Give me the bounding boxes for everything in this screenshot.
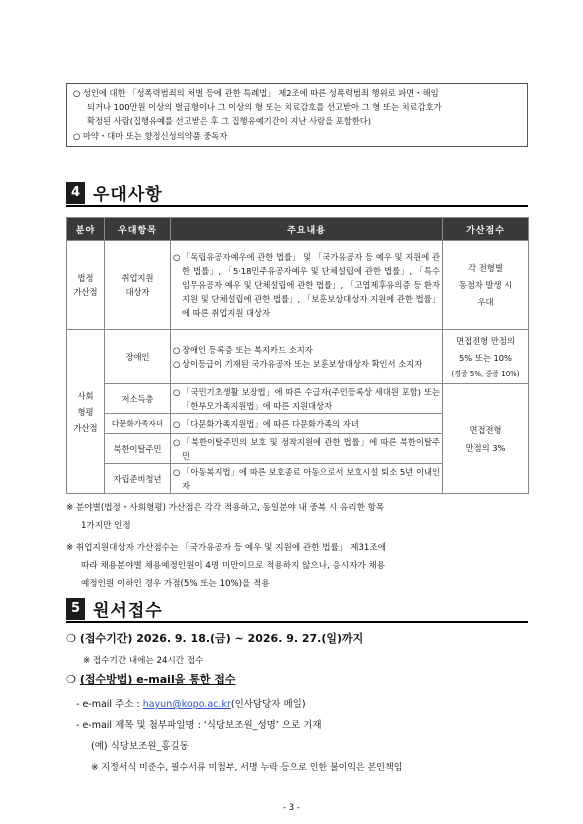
content-cell [171,434,443,464]
content-cell [171,330,443,384]
circle-bullet: ❍ [66,673,76,686]
section-divider [66,621,528,623]
disqualification-box [66,83,528,147]
content-cell [171,241,443,330]
application-period [66,630,363,646]
bullet: ○ [173,344,181,355]
item-cell: 취업지원 대상자 [105,241,171,330]
responsibility-warning: ※ 지정서식 미준수, 필수서류 미첨부, 서명 누락 등으로 인한 불이익은 본인책임 [91,763,403,773]
content-text: 장애인 등록증 또는 복지카드 소지자 [182,344,313,355]
score-note: (경증 5%, 중증 10%) [451,369,520,378]
item-cell: 북한이탈주민 [105,434,171,464]
field-cell: 법정 가산점 [67,241,105,330]
section-number: 5 [66,598,85,620]
item-cell: 저소득층 [105,384,171,414]
note-line: 따라 채용분야별 채용예정인원이 4명 미만이므로 적용하지 않으나, 응시자가 채용 [81,561,386,571]
content-cell [171,384,443,414]
note-duplicate-points [66,499,528,535]
score-cell: 면접전형 만점의 3% [443,384,529,494]
disqualification-line: ○ 성인에 대한 「성폭력범죄의 처벌 등에 관한 특례법」 제2조에 따른 성폭력범죄 행위로 파면・해임 [73,88,439,98]
email-address-line [76,696,306,710]
circle-bullet: ❍ [66,632,76,645]
period-text: (접수기간) 2026. 9. 18.(금) ~ 2026. 9. 27.(일)까지 [79,632,364,645]
section-5-heading [66,596,163,621]
disqualification-line: 확정된 사람(집행유예를 선고받은 후 그 집행유예기간이 지난 사람을 포함한다) [87,116,372,127]
content-text: 「북한이탈주민의 보호 및 정착지원에 관한 법률」에 따른 북한이탈주민 [182,436,440,461]
section-divider [66,205,528,207]
note-line: 예정인원 이하인 경우 가점(5% 또는 10%)을 적용 [81,579,270,589]
content-text: 상이등급이 기재된 국가유공자 또는 보훈보상대상자 확인서 소지자 [182,358,423,369]
note-line: 1가지만 인정 [81,521,131,531]
email-label: - e-mail 주소 : [76,699,143,710]
table-row [67,384,529,414]
content-text: 「다문화가족지원법」에 따른 다문화가족의 자녀 [182,418,359,429]
bullet: ○ [173,358,181,369]
bullet: ○ [173,466,181,477]
page-number: - 3 - [283,803,300,813]
email-link[interactable]: hayun@kopo.ac.kr [142,699,231,710]
content-cell [171,414,443,434]
section-title: 우대사항 [93,185,163,205]
column-header: 우대항목 [105,218,171,241]
method-text: (접수방법) e-mail을 통한 접수 [79,673,236,686]
disqualification-line: 되거나 100만원 이상의 벌금형이나 그 이상의 형 또는 치료감호를 선고받아 그 형 또는 치료감호가 [87,102,442,113]
bullet: ○ [173,252,181,262]
table-row [67,241,529,330]
content-cell [171,464,443,494]
score-text: 면접전형 만점의 5% 또는 10% [456,335,515,363]
note-employment-support [66,539,528,593]
item-cell: 자립준비청년 [105,464,171,494]
email-subject-line: - e-mail 제목 및 첨부파일명 : ‘식당보조원_성명’ 으로 기재 [76,720,322,731]
bullet: ○ [173,436,181,447]
period-note: ※ 접수기간 내에는 24시간 접수 [83,656,204,666]
bullet: ○ [173,386,181,397]
note-line: ※ 취업지원대상자 가산점수는 「국가유공자 등 예우 및 지원에 관한 법률」 제31조에 [66,543,386,553]
content-text: 「독립유공자예우에 관한 법률」 및 「국가유공자 등 예우 및 지원에 관한 법률」, 「5·18민주유공자예우 및 단체설립에 관한 법률」, 「특수임무유공자 예우 및 단체설립에 관한 법률」, 「고엽제후유의증 등 환자지원 및 단체설립에 관한 법률」, 「보훈보상대상자 지원에 관한 법률」에 따른 취업지원 대상자 [182,252,440,318]
application-method [66,671,236,687]
content-text: 「국민기초생활 보장법」에 따른 수급자(주민등록상 세대원 포함) 또는 「한부모가족지원법」에 따른 지원대상자 [182,386,440,411]
score-cell: 각 전형별 동점자 발생 시 우대 [443,241,529,330]
section-number: 4 [66,182,85,204]
email-example: (예) 식당보조원_홍길동 [91,741,189,752]
disqualification-line: ○ 마약・대마 또는 향정신성의약품 중독자 [73,130,228,141]
field-cell: 사회 형평 가산점 [67,330,105,494]
note-line: ※ 분야별(법정・사회형평) 가산점은 각각 적용하고, 동일분야 내 중복 시 유리한 항목 [66,503,385,513]
column-header: 분야 [67,218,105,241]
bullet: ○ [173,418,181,429]
preference-table [66,217,529,494]
section-title: 원서접수 [93,601,163,621]
section-4-heading [66,180,163,205]
item-cell: 다문화가족자녀 [105,414,171,434]
column-header: 주요내용 [171,218,443,241]
column-header: 가산점수 [443,218,529,241]
table-header-row [67,218,529,241]
email-suffix: (인사담당자 메일) [230,699,306,710]
score-cell [443,330,529,384]
item-cell: 장애인 [105,330,171,384]
table-row [67,330,529,384]
content-text: 「아동복지법」에 따른 보호종료 아동으로서 보호시설 퇴소 5년 이내인 자 [182,466,440,491]
